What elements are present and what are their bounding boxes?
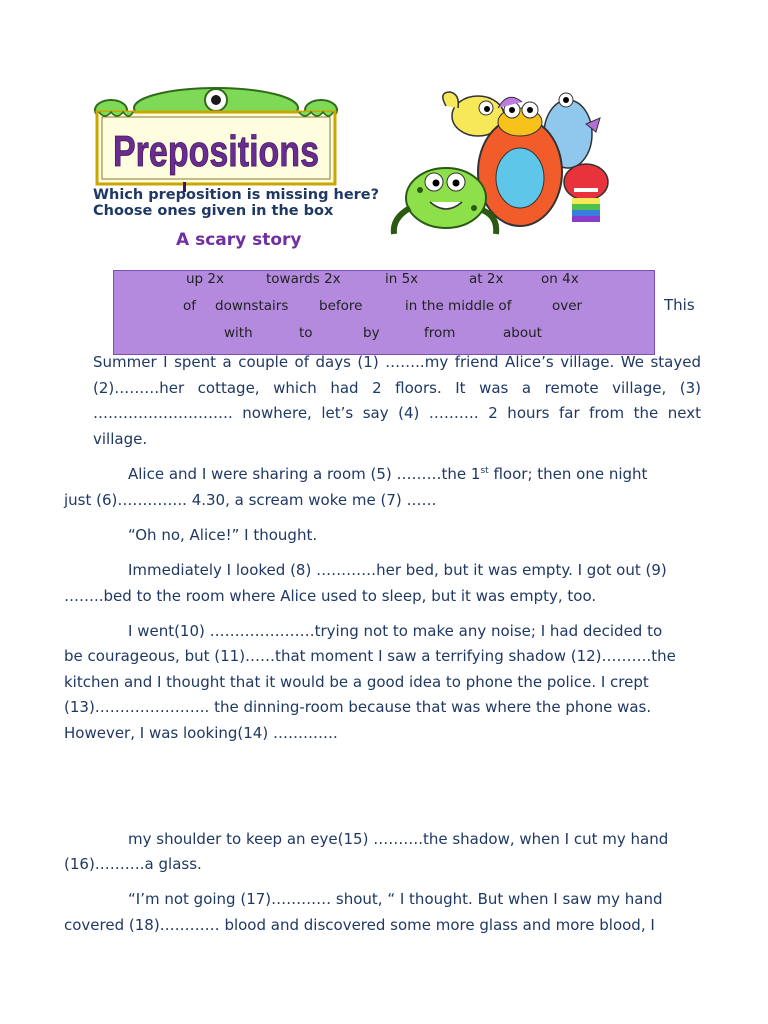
story-p3: “Oh no, Alice!” I thought. bbox=[128, 526, 318, 544]
word-from: from bbox=[424, 325, 456, 341]
story-p5-line3: kitchen and I thought that it would be a good idea to phone the police. I crept bbox=[64, 673, 649, 691]
word-before: before bbox=[319, 298, 363, 314]
story-p4-line1: Immediately I looked (8) …………her bed, but it was empty. I got out (9) bbox=[128, 561, 667, 579]
story-p6-line1: my shoulder to keep an eye(15) ……….the shadow, when I cut my hand bbox=[128, 830, 669, 848]
word-on: on 4x bbox=[541, 271, 579, 287]
story-p1-line3: ………………………. nowhere, let’s say (4) ………. 2 hours far from the next bbox=[93, 404, 701, 422]
story-p2-line2: just (6)………….. 4.30, a scream woke me (7) …… bbox=[64, 491, 437, 509]
story-p1-line1: Summer I spent a couple of days (1) ……..my friend Alice’s village. We stayed bbox=[93, 353, 701, 371]
story-p6-line2: (16)……….a glass. bbox=[64, 855, 202, 873]
story-p5-line1: I went(10) …………………trying not to make any noise; I had decided to bbox=[128, 622, 663, 640]
story-text-this: This bbox=[664, 296, 695, 314]
instructions bbox=[93, 187, 379, 219]
word-over: over bbox=[552, 298, 583, 314]
story-p4-line2: ……..bed to the room where Alice used to sleep, but it was empty, too. bbox=[64, 587, 597, 605]
story-p5-line4: (13)………………….. the dinning-room because that was where the phone was. bbox=[64, 698, 652, 716]
story-p7-line2: covered (18)………… blood and discovered some more glass and more blood, I bbox=[64, 916, 655, 934]
story-p7-line1: “I’m not going (17)………… shout, “ I thought. But when I saw my hand bbox=[128, 890, 663, 908]
word-box bbox=[113, 270, 655, 355]
word-downstairs: downstairs bbox=[215, 298, 289, 314]
word-of: of bbox=[183, 298, 197, 314]
story-title: A scary story bbox=[176, 230, 302, 250]
story-p1-line4: village. bbox=[93, 430, 148, 448]
word-in-the-middle-of: in the middle of bbox=[405, 298, 512, 314]
word-about: about bbox=[503, 325, 542, 341]
story-p5-line2: be courageous, but (11)……that moment I saw a terrifying shadow (12)……….the bbox=[64, 647, 676, 665]
story-p5-line5: However, I was looking(14) …………. bbox=[64, 724, 338, 742]
instruction-line-2: Choose ones given in the box bbox=[93, 203, 334, 219]
instruction-line-1: Which preposition is missing here? bbox=[93, 187, 380, 203]
monsters-illustration bbox=[390, 86, 622, 242]
word-by: by bbox=[363, 325, 380, 341]
logo-text: Prepositions bbox=[113, 127, 319, 176]
word-in: in 5x bbox=[385, 271, 419, 287]
word-to: to bbox=[299, 325, 313, 341]
story-p2-line1: Alice and I were sharing a room (5) ………the 1st floor; then one night bbox=[128, 465, 648, 483]
word-up: up 2x bbox=[186, 271, 224, 287]
prepositions-logo bbox=[93, 86, 339, 192]
word-at: at 2x bbox=[469, 271, 504, 287]
word-with: with bbox=[224, 325, 253, 341]
story-p1-line2: (2)………her cottage, which had 2 floors. It was a remote village, (3) bbox=[93, 379, 701, 397]
word-towards: towards 2x bbox=[266, 271, 341, 287]
